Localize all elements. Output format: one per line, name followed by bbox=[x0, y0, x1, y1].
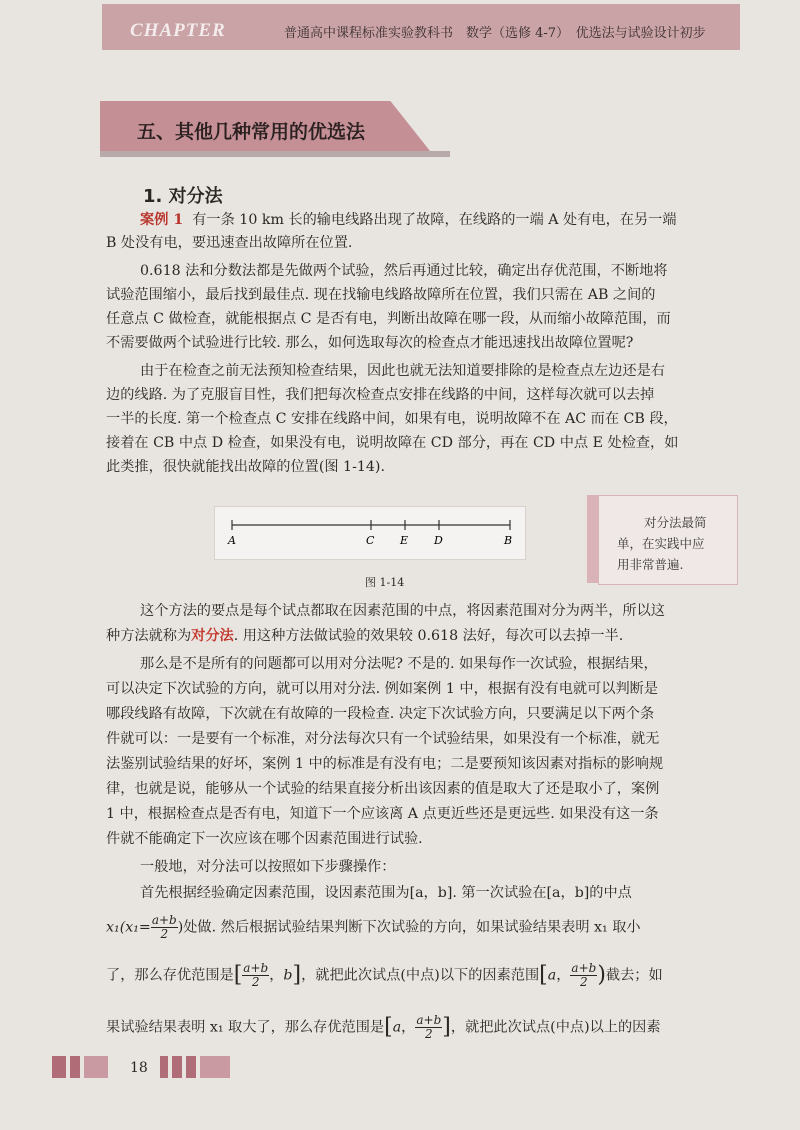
para-line: 1 中，根据检查点是否有电，知道下一个应该离 A 点更近些还是更远些. 如果没有这一条 bbox=[106, 806, 659, 822]
footer-block bbox=[70, 1056, 80, 1078]
para-line: 种方法就称为对分法. 用这种方法做试验的效果较 0.618 法好，每次可以去掉一半. bbox=[106, 628, 624, 644]
para-line: 律，也就是说，能够从一个试验的结果直接分析出该因素的值是取大了还是取小了，案例 bbox=[106, 781, 660, 797]
para-line: 可以决定下次试验的方向，就可以用对分法. 例如案例 1 中，根据有没有电就可以判断是 bbox=[106, 681, 659, 697]
para-line: 一般地，对分法可以按照如下步骤操作： bbox=[140, 859, 396, 875]
para-line: 一半的长度. 第一个检查点 C 安排在线路中间，如果有电，说明故障不在 AC 而在 CB 段， bbox=[106, 411, 678, 427]
sidenote-tab bbox=[587, 495, 598, 583]
label-c: C bbox=[366, 534, 375, 547]
footer-block bbox=[200, 1056, 230, 1078]
para-line: 法鉴别试验结果的好坏，案例 1 中的标准是有没有电；二是要预知该因素对指标的影响规 bbox=[106, 756, 664, 772]
example-text: 有一条 10 km 长的输电线路出现了故障，在线路的一端 A 处有电，在另一端 bbox=[192, 212, 677, 228]
para-line: 哪段线路有故障，下次就在有故障的一段检查. 决定下次试验方向，只要满足以下两个条 bbox=[106, 706, 655, 722]
para-line: 任意点 C 做检查，就能根据点 C 是否有电，判断出故障在哪一段，从而缩小故障范围，而 bbox=[106, 311, 671, 327]
sidenote-line: 单，在实践中应 bbox=[617, 536, 705, 551]
para-line: 0.618 法和分数法都是先做两个试验，然后再通过比较，确定出存优范围，不断地将 bbox=[140, 263, 668, 279]
key-term: 对分法 bbox=[191, 628, 234, 644]
section-banner-shadow bbox=[100, 151, 450, 157]
label-b: B bbox=[504, 534, 513, 547]
label-d: D bbox=[434, 534, 443, 547]
footer-block bbox=[52, 1056, 66, 1078]
para-line-formula: x₁(x₁= $\frac{a+b}{2}$ )处做. 然后根据试验结果判断下次试验的方向，如果试验结果表明 x₁ 取小 bbox=[106, 913, 641, 941]
para-line: 不需要做两个试验进行比较. 那么，如何选取每次的检查点才能迅速找出故障位置呢? bbox=[106, 335, 634, 351]
para-line: 首先根据经验确定因素范围，设因素范围为[a，b]. 第一次试验在[a，b]的中点 bbox=[140, 885, 632, 901]
label-a: A bbox=[228, 534, 236, 547]
para-line: 边的线路. 为了克服盲目性，我们把每次检查点安排在线路的中间，这样每次就可以去掉 bbox=[106, 387, 655, 403]
chapter-label: CHAPTER bbox=[130, 20, 226, 41]
fraction: $\frac{a+b}{2}$ bbox=[243, 961, 269, 989]
example-line-2: B 处没有电，要迅速查出故障所在位置. bbox=[106, 235, 353, 251]
sidenote-line: 用非常普遍. bbox=[617, 557, 684, 572]
footer-block bbox=[186, 1056, 196, 1078]
line-segment-figure bbox=[214, 506, 526, 560]
fraction: $\frac{a+b}{2}$ bbox=[416, 1013, 442, 1041]
para-line: 件就可以：一是要有一个标准，对分法每次只有一个试验结果，如果没有一个标准，就无 bbox=[106, 731, 660, 747]
fraction: $\frac{a+b}{2}$ bbox=[151, 913, 177, 941]
para-line: 试验范围缩小，最后找到最佳点. 现在找输电线路故障所在位置，我们只需在 AB 之间的 bbox=[106, 287, 656, 303]
section-title: 五、其他几种常用的优选法 bbox=[137, 121, 366, 143]
para-line: 那么是不是所有的问题都可以用对分法呢? 不是的. 如果每作一次试验，根据结果， bbox=[140, 656, 658, 672]
header-title: 普通高中课程标准实验教科书 数学（选修 4-7） 优选法与试验设计初步 bbox=[284, 26, 706, 41]
para-line: 这个方法的要点是每个试点都取在因素范围的中点，将因素范围对分为两半，所以这 bbox=[140, 603, 665, 619]
para-line: 由于在检查之前无法预知检查结果，因此也就无法知道要排除的是检查点左边还是右 bbox=[140, 363, 665, 379]
para-line: 此类推，很快就能找出故障的位置(图 1-14). bbox=[106, 459, 385, 475]
example-line bbox=[140, 211, 776, 229]
fraction: $\frac{a+b}{2}$ bbox=[571, 961, 597, 989]
example-label: 案例 1 bbox=[140, 212, 184, 228]
para-line-formula: 果试验结果表明 x₁ 取大了，那么存优范围是[a， $\frac{a+b}{2}$ ]，就把此次试点(中点)以上的因素 bbox=[106, 1013, 661, 1041]
footer-block bbox=[172, 1056, 182, 1078]
para-line: 接着在 CB 中点 D 检查，如果没有电，说明故障在 CD 部分，再在 CD 中点 E 处检查，如 bbox=[106, 435, 679, 451]
figure-caption: 图 1-14 bbox=[365, 576, 405, 589]
sidenote-line: 对分法最简 bbox=[644, 515, 707, 530]
footer-block bbox=[160, 1056, 168, 1078]
para-line-formula: 了，那么存优范围是[ $\frac{a+b}{2}$ ，b]，就把此次试点(中点)以下的因素范围[a， $\frac{a+b}{2}$ )截去；如 bbox=[106, 961, 663, 989]
label-e: E bbox=[400, 534, 409, 547]
subsection-title: 1. 对分法 bbox=[143, 186, 223, 207]
footer-block bbox=[84, 1056, 108, 1078]
page-number: 18 bbox=[130, 1060, 148, 1076]
para-line: 件就不能确定下一次应该在哪个因素范围进行试验. bbox=[106, 831, 423, 847]
